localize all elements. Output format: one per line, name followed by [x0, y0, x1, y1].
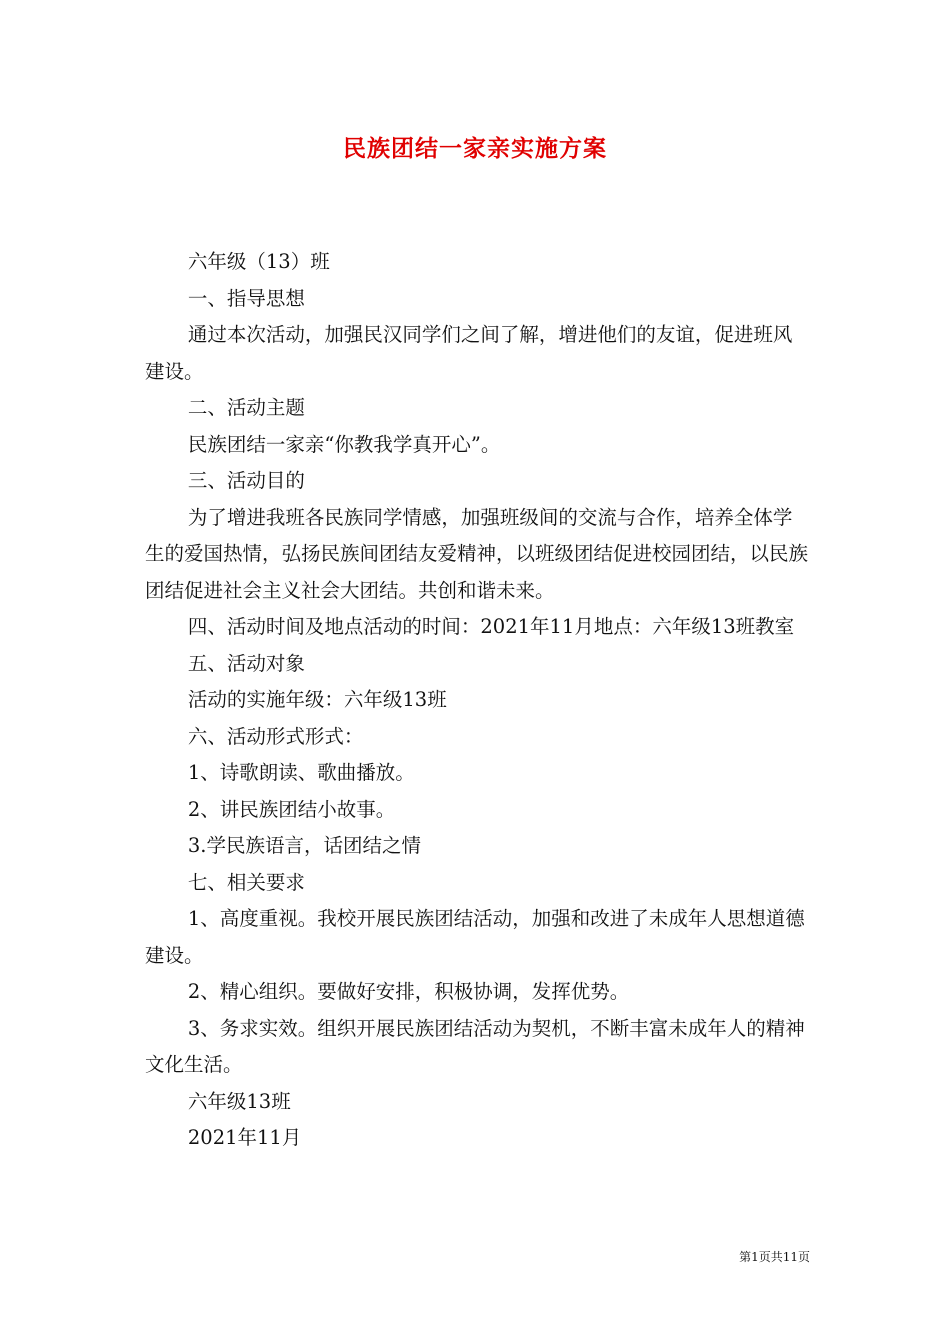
paragraph-time-place: 四、活动时间及地点活动的时间：2021年11月地点：六年级13班教室 [187, 615, 795, 638]
paragraph-signature-date: 2021年11月 [187, 1126, 302, 1149]
paragraph-form-1: 1、诗歌朗读、歌曲播放。 [187, 761, 415, 784]
paragraph-heading-3: 三、活动目的 [187, 469, 305, 492]
document-body [145, 244, 810, 1157]
paragraph-form-3: 3.学民族语言，话团结之情 [187, 834, 421, 857]
paragraph-guiding-idea: 通过本次活动，加强民汉同学们之间了解，增进他们的友谊，促进班风建设。 [145, 323, 793, 383]
paragraph-activity-purpose: 为了增进我班各民族同学情感，加强班级间的交流与合作，培养全体学生的爱国热情，弘扬民族间团结友爱精神，以班级团结促进校园团结，以民族团结促进社会主义社会大团结。共创和谐未来。 [145, 505, 809, 602]
page-number-footer: 第1页共11页 [739, 1250, 810, 1264]
paragraph-activity-theme: 民族团结一家亲“你教我学真开心”。 [187, 432, 501, 456]
paragraph-form-2: 2、讲民族团结小故事。 [187, 797, 396, 821]
paragraph-heading-1: 一、指导思想 [187, 286, 305, 310]
paragraph-activity-target: 活动的实施年级：六年级13班 [187, 688, 447, 711]
paragraph-heading-2: 二、活动主题 [187, 396, 305, 419]
paragraph-heading-6: 六、活动形式形式： [187, 724, 364, 748]
paragraph-class-name: 六年级（13）班 [187, 250, 330, 273]
paragraph-heading-5: 五、活动对象 [187, 651, 305, 675]
paragraph-requirement-3: 3、务求实效。组织开展民族团结活动为契机，不断丰富未成年人的精神文化生活。 [145, 1016, 805, 1076]
paragraph-signature-class: 六年级13班 [187, 1089, 291, 1113]
paragraph-heading-7: 七、相关要求 [187, 870, 305, 894]
document-title: 民族团结一家亲实施方案 [343, 135, 607, 162]
paragraph-requirement-1: 1、高度重视。我校开展民族团结活动，加强和改进了未成年人思想道德建设。 [145, 907, 805, 967]
paragraph-requirement-2: 2、精心组织。要做好安排，积极协调，发挥优势。 [187, 980, 630, 1003]
